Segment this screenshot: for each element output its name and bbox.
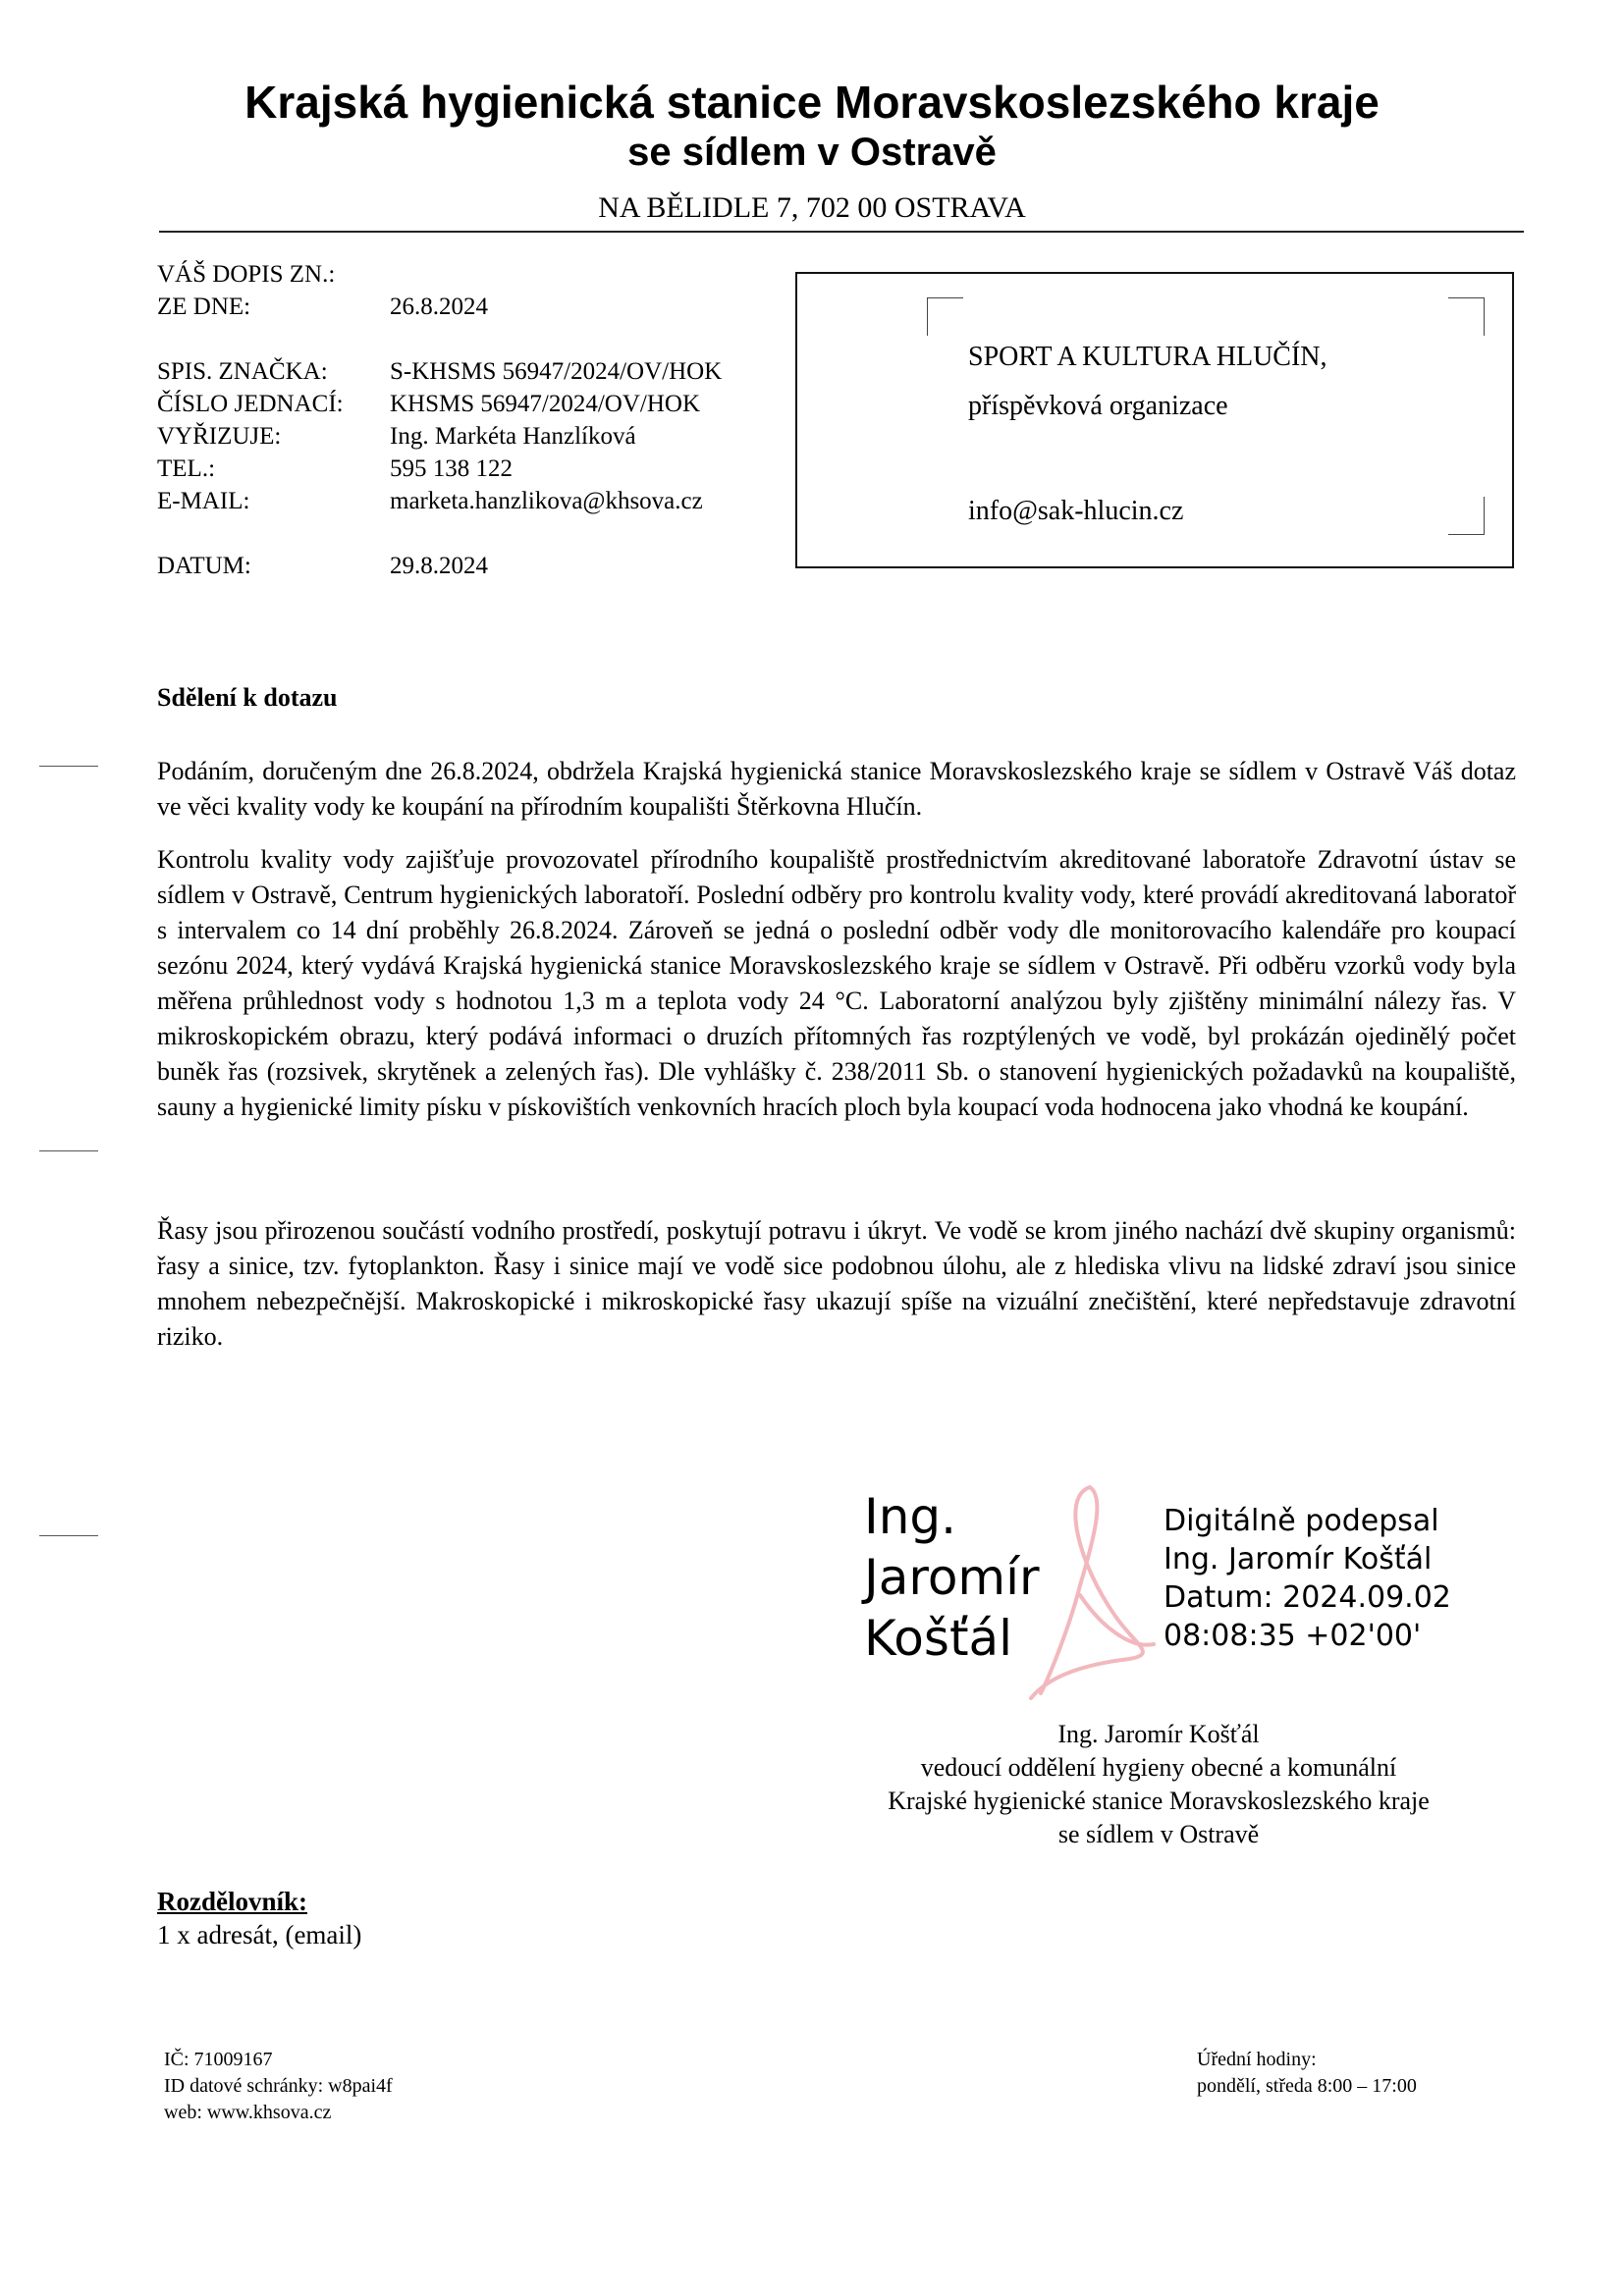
fold-mark-middle [39, 1150, 98, 1151]
organization-title: Krajská hygienická stanice Moravskoslezského kraje [244, 77, 1380, 128]
meta-row-date [157, 550, 722, 582]
footer-ico: IČ: 71009167 [164, 2049, 273, 2070]
signer-organization: Krajské hygienické stanice Moravskoslezského kraje [888, 1787, 1430, 1815]
meta-label: DATUM: [157, 553, 251, 579]
recipient-email: info@sak-hlucin.cz [968, 496, 1184, 526]
meta-spacer [157, 323, 722, 355]
meta-row-your-letter [157, 258, 722, 291]
footer-office-hours [1197, 2047, 1417, 2100]
meta-row-date-of-letter [157, 291, 722, 323]
office-hours-value: pondělí, středa 8:00 – 17:00 [1197, 2075, 1417, 2097]
recipient-address-box [795, 272, 1514, 568]
distribution-title: Rozdělovník: [157, 1887, 308, 1916]
meta-label: SPIS. ZNAČKA: [157, 358, 328, 385]
meta-value: S-KHSMS 56947/2024/OV/HOK [390, 358, 723, 385]
organization-address: NA BĚLIDLE 7, 702 00 OSTRAVA [598, 191, 1026, 224]
signer-position: vedoucí oddělení hygieny obecné a komunální [920, 1753, 1397, 1782]
meta-value: 26.8.2024 [390, 294, 488, 320]
meta-label: ČÍSLO JEDNACÍ: [157, 391, 344, 417]
fold-mark-top [39, 766, 98, 767]
address-window-corner-top-left [927, 297, 963, 336]
signature-name-large [864, 1486, 1040, 1669]
signature-name-line: Košťál [864, 1610, 1013, 1667]
meta-row-handled-by [157, 420, 722, 453]
signature-detail-line: Datum: 2024.09.02 [1164, 1580, 1451, 1615]
meta-row-file-mark [157, 355, 722, 388]
reference-metadata [157, 258, 722, 582]
meta-label: VÁŠ DOPIS ZN.: [157, 261, 336, 288]
signer-seat: se sídlem v Ostravě [1057, 1820, 1260, 1848]
header-divider [159, 231, 1524, 233]
signer-block [785, 1718, 1532, 1851]
recipient-name: SPORT A KULTURA HLUČÍN, [968, 342, 1327, 372]
signature-name-line: Ing. [864, 1488, 957, 1545]
body-paragraph: Kontrolu kvality vody zajišťuje provozovatel přírodního koupaliště prostřednictvím akreditované laboratoře Zdravotní ústav se sídlem v Ostravě, Centrum hygienických laboratoří. Poslední odběry pro kontrolu kvality vody, které provádí akreditovaná laboratoř s intervalem co 14 dní proběhly 26.8.2024. Zároveň se jedná o poslední odběr vody dle monitorovacího kalendáře pro koupací sezónu 2024, který vydává Krajská hygienická stanice Moravskoslezského kraje se sídlem v Ostravě. Při odběru vzorků vody byla měřena průhlednost vody s hodnotou 1,3 m a teplota vody 24 °C. Laboratorní analýzou byly zjištěny minimální nálezy řas. V mikroskopickém obrazu, který podává informaci o druzích přítomných řas rozptýlených ve vodě, byl prokázán ojedinělý počet buněk řas (rozsivek, skrytěnek a zelených řas). Dle vyhlášky č. 238/2011 Sb. o stanovení hygienických požadavků na koupaliště, sauny a hygienické limity písku v pískovištích venkovních hracích ploch byla koupací voda hodnocena jako vhodná ke koupání. [157, 845, 1516, 1121]
address-window-corner-bottom-right [1448, 497, 1485, 535]
meta-label: ZE DNE: [157, 294, 251, 320]
footer-data-box: ID datové schránky: w8pai4f [164, 2075, 393, 2097]
meta-value: marketa.hanzlikova@khsova.cz [390, 488, 703, 514]
meta-spacer [157, 517, 722, 550]
organization-subtitle: se sídlem v Ostravě [627, 131, 997, 174]
meta-label: TEL.: [157, 455, 216, 482]
meta-value: Ing. Markéta Hanzlíková [390, 423, 636, 450]
signature-name-line: Jaromír [864, 1549, 1040, 1606]
address-window-corner-top-right [1448, 297, 1485, 336]
footer-web: web: www.khsova.cz [164, 2102, 332, 2123]
meta-row-email [157, 485, 722, 517]
signature-details [1164, 1502, 1451, 1655]
meta-row-phone [157, 453, 722, 485]
office-hours-label: Úřední hodiny: [1197, 2049, 1317, 2070]
footer-contact-info [164, 2047, 393, 2126]
body-paragraph: Podáním, doručeným dne 26.8.2024, obdržela Krajská hygienická stanice Moravskoslezského kraje se sídlem v Ostravě Váš dotaz ve věci kvality vody ke koupání na přírodním koupališti Štěrkovna Hlučín. [157, 757, 1516, 821]
signature-detail-line: Digitálně podepsal [1164, 1504, 1439, 1538]
meta-label: VYŘIZUJE: [157, 423, 282, 450]
signature-detail-line: 08:08:35 +02'00' [1164, 1619, 1422, 1653]
fold-mark-bottom [39, 1535, 98, 1536]
meta-value: 595 138 122 [390, 455, 513, 482]
signer-name: Ing. Jaromír Košťál [1057, 1720, 1260, 1748]
pdf-signature-logo-icon [1021, 1477, 1159, 1708]
recipient-type: příspěvková organizace [968, 391, 1228, 421]
letter-subject: Sdělení k dotazu [157, 683, 338, 712]
meta-value: 29.8.2024 [390, 553, 488, 579]
meta-label: E-MAIL: [157, 488, 250, 514]
signature-detail-line: Ing. Jaromír Košťál [1164, 1542, 1433, 1576]
meta-row-reference-number [157, 388, 722, 420]
distribution-item: 1 x adresát, (email) [157, 1920, 362, 1949]
meta-value: KHSMS 56947/2024/OV/HOK [390, 391, 701, 417]
body-paragraph: Řasy jsou přirozenou součástí vodního prostředí, poskytují potravu i úkryt. Ve vodě se krom jiného nachází dvě skupiny organismů: řasy a sinice, tzv. fytoplankton. Řasy i sinice mají ve vodě sice podobnou úlohu, ale z hlediska vlivu na lidské zdraví jsou sinice mnohem nebezpečnější. Makroskopické i mikroskopické řasy ukazují spíše na vizuální znečištění, které nepředstavuje zdravotní riziko. [157, 1216, 1516, 1351]
